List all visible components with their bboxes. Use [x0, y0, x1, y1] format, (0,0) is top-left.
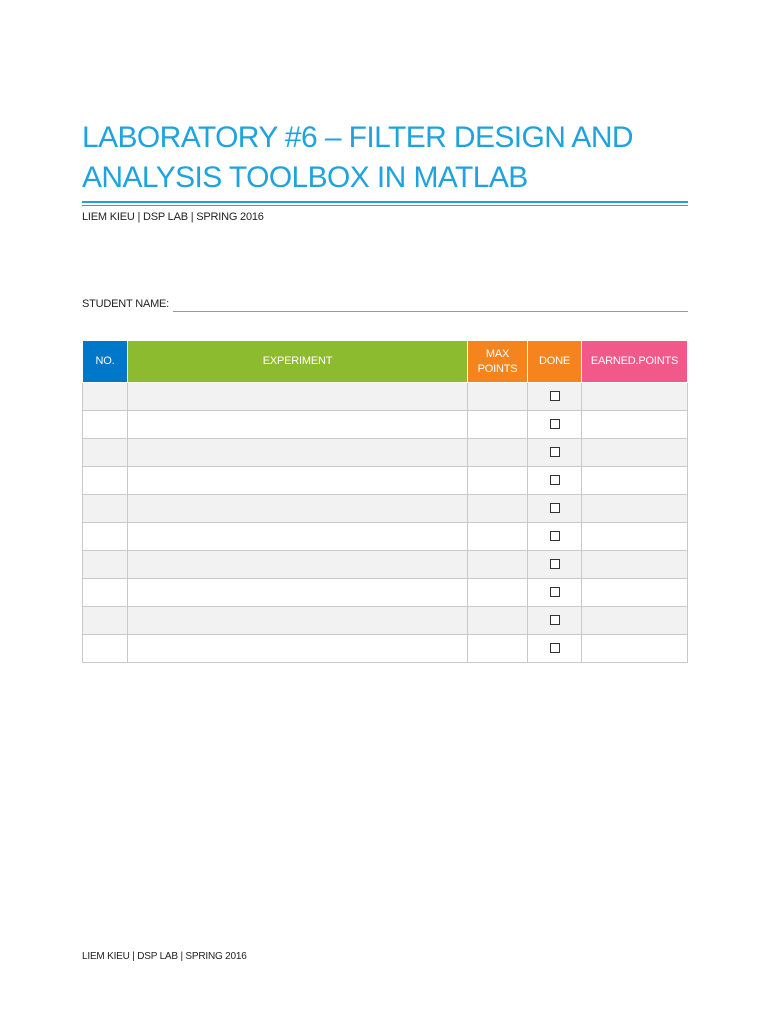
table-row — [83, 439, 688, 467]
cell-max-points[interactable] — [468, 523, 528, 551]
cell-earned-points[interactable] — [582, 383, 688, 411]
cell-experiment[interactable] — [128, 635, 468, 663]
cell-no[interactable] — [83, 439, 128, 467]
experiment-table — [82, 340, 688, 663]
header-max-points-line-2: POINTS — [477, 362, 518, 375]
cell-max-points[interactable] — [468, 495, 528, 523]
cell-done — [528, 383, 582, 411]
cell-earned-points[interactable] — [582, 607, 688, 635]
cell-max-points[interactable] — [468, 607, 528, 635]
cell-earned-points[interactable] — [582, 439, 688, 467]
table-row — [83, 635, 688, 663]
cell-experiment[interactable] — [128, 551, 468, 579]
page-title — [82, 118, 702, 198]
cell-earned-points[interactable] — [582, 551, 688, 579]
cell-earned-points[interactable] — [582, 523, 688, 551]
cell-experiment[interactable] — [128, 411, 468, 439]
cell-max-points[interactable] — [468, 383, 528, 411]
cell-no[interactable] — [83, 495, 128, 523]
done-checkbox[interactable] — [550, 643, 560, 653]
title-line-1: LABORATORY #6 – FILTER DESIGN AND — [82, 121, 633, 154]
cell-done — [528, 495, 582, 523]
table-row — [83, 411, 688, 439]
done-checkbox[interactable] — [550, 503, 560, 513]
table-row — [83, 495, 688, 523]
cell-experiment[interactable] — [128, 467, 468, 495]
cell-experiment[interactable] — [128, 495, 468, 523]
cell-done — [528, 607, 582, 635]
cell-experiment[interactable] — [128, 383, 468, 411]
cell-max-points[interactable] — [468, 579, 528, 607]
done-checkbox[interactable] — [550, 531, 560, 541]
cell-no[interactable] — [83, 551, 128, 579]
document-subtitle: LIEM KIEU | DSP LAB | SPRING 2016 — [82, 211, 264, 223]
cell-no[interactable] — [83, 607, 128, 635]
done-checkbox[interactable] — [550, 475, 560, 485]
cell-max-points[interactable] — [468, 467, 528, 495]
cell-earned-points[interactable] — [582, 411, 688, 439]
title-divider-thin — [82, 205, 688, 206]
header-max-points — [468, 341, 528, 383]
cell-done — [528, 467, 582, 495]
cell-experiment[interactable] — [128, 607, 468, 635]
cell-earned-points[interactable] — [582, 495, 688, 523]
cell-done — [528, 635, 582, 663]
done-checkbox[interactable] — [550, 447, 560, 457]
page-footer: LIEM KIEU | DSP LAB | SPRING 2016 — [82, 951, 247, 962]
table-row — [83, 579, 688, 607]
cell-no[interactable] — [83, 579, 128, 607]
cell-experiment[interactable] — [128, 439, 468, 467]
cell-experiment[interactable] — [128, 523, 468, 551]
table-header-row — [83, 341, 688, 383]
done-checkbox[interactable] — [550, 391, 560, 401]
done-checkbox[interactable] — [550, 587, 560, 597]
student-name-line[interactable] — [173, 311, 688, 312]
cell-no[interactable] — [83, 411, 128, 439]
table-row — [83, 523, 688, 551]
cell-done — [528, 523, 582, 551]
header-earned-points: EARNED.POINTS — [582, 341, 688, 383]
table-row — [83, 383, 688, 411]
cell-done — [528, 411, 582, 439]
title-line-2: ANALYSIS TOOLBOX IN MATLAB — [82, 161, 528, 194]
done-checkbox[interactable] — [550, 419, 560, 429]
header-max-points-line-1: MAX — [485, 347, 510, 360]
student-name-label: STUDENT NAME: — [82, 298, 170, 310]
table-row — [83, 607, 688, 635]
cell-no[interactable] — [83, 635, 128, 663]
cell-experiment[interactable] — [128, 579, 468, 607]
cell-done — [528, 579, 582, 607]
table-body — [83, 383, 688, 663]
cell-earned-points[interactable] — [582, 635, 688, 663]
header-no: NO. — [83, 341, 128, 383]
header-done: DONE — [528, 341, 582, 383]
cell-earned-points[interactable] — [582, 467, 688, 495]
cell-max-points[interactable] — [468, 411, 528, 439]
title-divider-thick — [82, 201, 688, 203]
table-row — [83, 551, 688, 579]
cell-done — [528, 551, 582, 579]
done-checkbox[interactable] — [550, 559, 560, 569]
cell-no[interactable] — [83, 523, 128, 551]
cell-max-points[interactable] — [468, 635, 528, 663]
cell-done — [528, 439, 582, 467]
done-checkbox[interactable] — [550, 615, 560, 625]
cell-max-points[interactable] — [468, 551, 528, 579]
header-experiment: EXPERIMENT — [128, 341, 468, 383]
cell-no[interactable] — [83, 467, 128, 495]
cell-no[interactable] — [83, 383, 128, 411]
cell-earned-points[interactable] — [582, 579, 688, 607]
student-name-field — [82, 296, 688, 312]
cell-max-points[interactable] — [468, 439, 528, 467]
table-row — [83, 467, 688, 495]
